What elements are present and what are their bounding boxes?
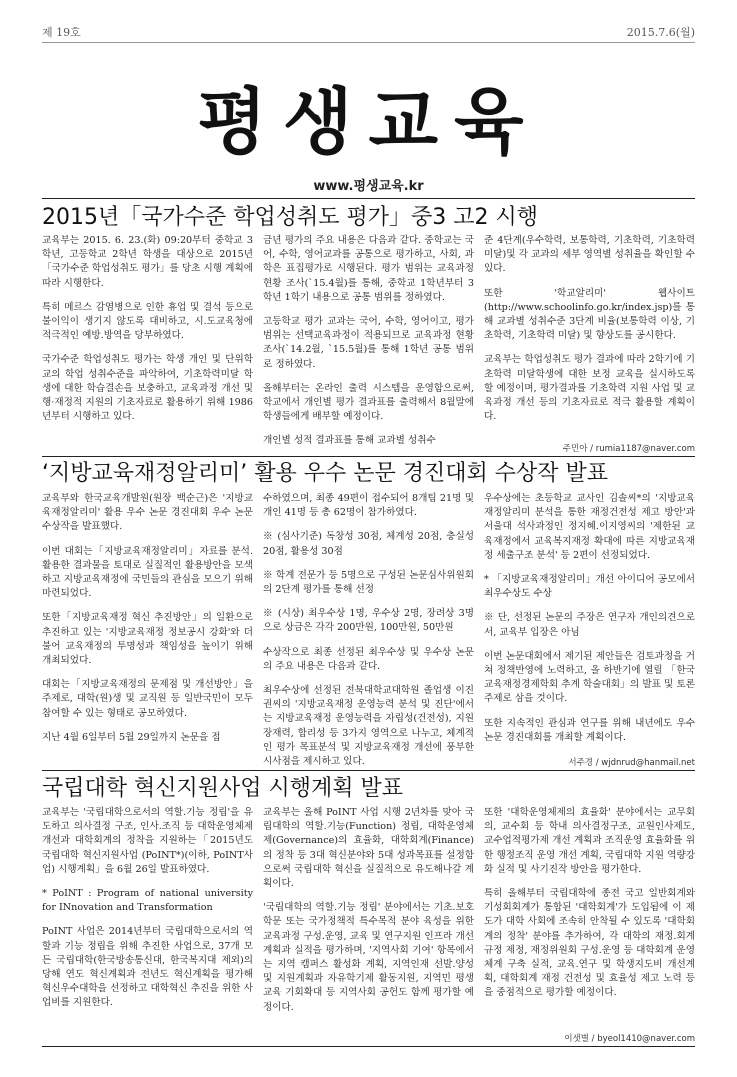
paragraph: 고등학교 평가 교과는 국어, 수학, 영어이고, 평가 범위는 선택교육과정이 적용되므로 교육과정 현황 조사(`14.2월, `15.5월)를 통해 1학년 공통 범위로 정하였다. bbox=[263, 316, 474, 370]
article-2-headline: ‘지방교육재정알리미’ 활용 우수 논문 경진대회 수상작 발표 bbox=[42, 461, 608, 486]
masthead-divider bbox=[42, 198, 695, 199]
paragraph: 또한 '학교알리미' 웹사이트(http://www.schoolinfo.go.kr/index.jsp)를 통해 교과별 성취수준 3단계 비율(보통학력 이상, 기초학력, 기초학력 미달) 및 향상도를 공시한다. bbox=[484, 287, 695, 342]
paragraph: 개인별 성적 결과표를 통해 교과별 성취수 bbox=[263, 435, 436, 447]
paragraph: PoINT 사업은 2014년부터 국립대학으로서의 역할과 기능 정립을 위해 추진한 사업으로, 37개 모든 국립대학(한국방송통신대, 한국복지대 제외)의 당해 연도 혁신계획과 전년도 혁신계획을 평가해 혁신우수대학을 선정하고 대학혁신 추진을 위한 사업비를 지원한다. bbox=[42, 926, 253, 1009]
article-1-column-2 bbox=[263, 234, 474, 448]
article-1-divider bbox=[42, 456, 695, 457]
paragraph: 국가수준 학업성취도 평가는 학생 개인 및 단위학교의 학업 성취수준을 파악하여, 기초학력미달 학생에 대한 학습결손을 보충하고, 교육과정 개선 및 행·재정적 지원의 기초자료로 활용하기 위해 1986년부터 시행하고 있다. bbox=[42, 354, 253, 423]
article-2-divider bbox=[42, 770, 695, 771]
paragraph: 최우수상에 선정된 전북대학교대학원 졸업생 이진권씨의 '지방교육재정 운영능력 분석 및 진단'에서는 지방교육재정 운영능력을 자립성(건전성), 지원 장재력, 합리성 등 3가지 영역으로 나누고, 체계적인 평가 목표분석 및 지방교육재정 개선에 풍부한 시사점을 제시하고 있다. bbox=[263, 685, 474, 768]
article-3-byline: 이샛별 / byeol1410@naver.com bbox=[564, 1034, 695, 1044]
paragraph: 또한 '대학운영체제의 효율화' 분야에서는 교무회의, 교수회 등 학내 의사결정구조, 교원인사제도, 교수업적평가제 개선 계획과 조직운영 효율화를 위한 행정조직 운영 개선 계획, 국립대학 지원 역량강화 실적 및 사기진작 방안을 평가한다. bbox=[484, 807, 695, 875]
article-2-byline: 서주경 / wjdnrud@hanmail.net bbox=[568, 758, 695, 768]
paragraph: 대회는「지방교육재정의 문제점 및 개선방안」을 주제로, 대학(원)생 및 교직원 등 일반국민이 모두 참여할 수 있는 형태로 공모하였다. bbox=[42, 679, 253, 719]
paragraph: 우수상에는 초등학교 교사인 김솔씨*의 '지방교육재정알리미 분석을 통한 재정건전성 제고 방안'과 서울대 석사과정인 정지혜.이지영씨의 '제한된 교육재정에서 교육복지재정 확대에 따른 지방교육재정 세출구조 분석' 등 2편이 선정되었다. bbox=[484, 493, 695, 561]
article-2-column-1 bbox=[42, 492, 253, 754]
paragraph: 수상작으로 최종 선정된 최우수상 및 우수상 논문의 주요 내용은 다음과 같다. bbox=[263, 646, 474, 672]
article-3-column-2 bbox=[263, 806, 474, 1028]
paragraph: 지난 4월 6일부터 5월 29일까지 논문을 접 bbox=[42, 731, 221, 743]
article-3-column-3 bbox=[484, 806, 695, 1028]
paragraph: ※ 학계 전문가 등 5명으로 구성된 논문심사위원회의 2단계 평가를 통해 선정 bbox=[263, 569, 474, 596]
paragraph: * 「지방교육재정알리미」개선 아이디어 공모에서 최우수상도 수상 bbox=[484, 574, 695, 600]
paragraph: 금년 평가의 주요 내용은 다음과 같다. 중학교는 국어, 수학, 영어교과를 공통으로 평가하고, 사회, 과학은 표집평가로 시행된다. 평가 범위는 교육과정 현황 조사(`15.4월)를 통해, 중학교 1학년부터 3학년 1학기 내용으로 공통 범위를 정하였다. bbox=[263, 235, 474, 303]
article-1-column-1 bbox=[42, 234, 253, 448]
paragraph: 특히 메르스 감염병으로 인한 휴업 및 결석 등으로 불이익이 생기지 않도록 대비하고, 시.도교육청에 적극적인 예방.방역을 당부하였다. bbox=[42, 301, 253, 342]
masthead-title: 평생교육 bbox=[197, 80, 540, 164]
article-1-byline: 주민아 / rumia1187@naver.com bbox=[562, 444, 695, 454]
paragraph: 올해부터는 온라인 출력 시스템을 운영함으로써, 학교에서 개인별 평가 결과표를 출력해서 8월말에 학생들에게 배부할 예정이다. bbox=[263, 382, 474, 423]
paragraph: 교육부는 2015. 6. 23.(화) 09:20부터 중학교 3학년, 고등학교 2학년 학생을 대상으로 2015년「국가수준 학업성취도 평가」를 당초 시행 계획에 따라 시행한다. bbox=[42, 235, 253, 289]
paragraph: '국립대학의 역할.기능 정립' 분야에서는 기초.보호학문 또는 국가정책적 특수목적 분야 육성을 위한 교육과정 구성.운영, 교육 및 연구지원 인프라 개선 계획과 실적을 평가하며, '지역사회 기여' 항목에서는 지역 캠퍼스 활성화 계획, 지역인재 선발.양성 및 지원계획과 자유학기제 활동지원, 지역민 평생교육 기회확대 등 지역사회 공헌도 함께 평가할 예정이다. bbox=[263, 902, 474, 1013]
paragraph: 교육부는 '국립대학으로서의 역할.기능 정립'을 유도하고 의사결정 구조, 인사.조직 등 대학운영체제 개선과 대학회계의 정착을 지원하는「2015년도 국립대학 혁신지원사업 (PoINT*)(이하, PoINT사업) 시행계획」을 6월 26일 발표하였다. bbox=[42, 807, 253, 875]
paragraph: ※ (시상) 최우수상 1명, 우수상 2명, 장려상 3명으로 상금은 각각 200만원, 100만원, 50만원 bbox=[263, 608, 474, 634]
article-1-column-3 bbox=[484, 234, 695, 448]
article-3-body bbox=[42, 806, 695, 1028]
article-1-body bbox=[42, 234, 695, 448]
top-divider bbox=[42, 42, 695, 43]
paragraph: 교육부는 올해 PoINT 사업 시행 2년차를 맞아 국립대학의 역할.기능(Function) 정립, 대학운영체제(Governance)의 효율화, 대학회계(Finance)의 정착 등 3대 혁신분야와 5대 성과목표를 설정함으로써 국립대학 혁신을 실질적으로 유도해나갈 계획이다. bbox=[263, 807, 474, 890]
article-2-column-2 bbox=[263, 492, 474, 768]
paragraph: 교육부는 학업성취도 평가 결과에 따라 2학기에 기초학력 미달학생에 대한 보정 교육을 실시하도록 할 예정이며, 평가결과를 기초학력 지원 사업 및 교육과정 개선 등의 기초자료로 적극 활용할 계획이다. bbox=[484, 354, 695, 423]
paragraph: * PoINT : Program of national university for INnovation and Transformation bbox=[42, 888, 253, 914]
top-bar bbox=[42, 20, 695, 42]
paragraph: 특히 올해부터 국립대학에 종전 국고 일반회계와 기성회회계가 통합된 '대학회계'가 도입됨에 이 제도가 대학 사회에 조속히 안착될 수 있도록 '대학회계의 정착' 분야를 추가하여, 각 대학의 재정.회계규정 제정, 재정위원회 구성.운영 등 대학회계 운영체계 구축 실적, 교육.연구 및 학생지도비 개선계획, 대학회계 재정 건전성 및 효율성 제고 노력 등을 중점적으로 평가할 예정이다. bbox=[484, 888, 695, 999]
paragraph: ※ (심사기준) 독창성 30점, 체계성 20점, 충실성 20점, 활용성 30점 bbox=[263, 531, 474, 557]
article-3-headline: 국립대학 혁신지원사업 시행계획 발표 bbox=[42, 776, 404, 801]
issue-date: 2015.7.6(월) bbox=[626, 26, 695, 39]
paragraph: 준 4단계(우수학력, 보통학력, 기초학력, 기초학력 미달)및 각 교과의 세부 영역별 성취율을 확인할 수 있다. bbox=[484, 235, 695, 275]
paragraph: ※ 단, 선정된 논문의 주장은 연구자 개인의견으로서, 교육부 입장은 아님 bbox=[484, 612, 695, 638]
bottom-divider bbox=[42, 1046, 695, 1047]
paragraph: 또한「지방교육재정 혁신 추진방안」의 일환으로 추진하고 있는 '지방교육재정 정보공시 강화'와 더불어 교육재정의 투명성과 책임성을 높이기 위해 개최되었다. bbox=[42, 612, 253, 667]
paragraph: 교육부와 한국교육개발원(원장 백순근)은 '지방교육재정알리미' 활용 우수 논문 경진대회 우수 논문 수상작을 발표했다. bbox=[42, 493, 253, 533]
paragraph: 또한 지속적인 관심과 연구를 위해 내년에도 우수 논문 경진대회를 개최할 계획이다. bbox=[484, 717, 695, 743]
paragraph: 이번 논문대회에서 제기된 제안들은 검토과정을 거쳐 정책반영에 노력하고, 올 하반기에 열릴 「한국교육재정경제학회 추계 학술대회」의 발표 및 토론 주제로 삼을 것이다. bbox=[484, 650, 695, 705]
paragraph: 수하였으며, 최종 49편이 접수되어 8개팀 21명 및 개인 41명 등 총 62명이 참가하였다. bbox=[263, 493, 474, 519]
paragraph: 이번 대회는「지방교육재정알리미」자료를 분석.활용한 결과물을 토대로 실질적인 활용방안을 모색하고 지방교육재정에 국민들의 관심을 모으기 위해 마련되었다. bbox=[42, 545, 253, 600]
article-1-headline: 2015년「국가수준 학업성취도 평가」중3 고2 시행 bbox=[42, 205, 538, 230]
article-2-column-3 bbox=[484, 492, 695, 754]
website-url: www.평생교육.kr bbox=[313, 179, 424, 194]
issue-number: 제 19호 bbox=[42, 26, 81, 39]
article-3-column-1 bbox=[42, 806, 253, 1028]
